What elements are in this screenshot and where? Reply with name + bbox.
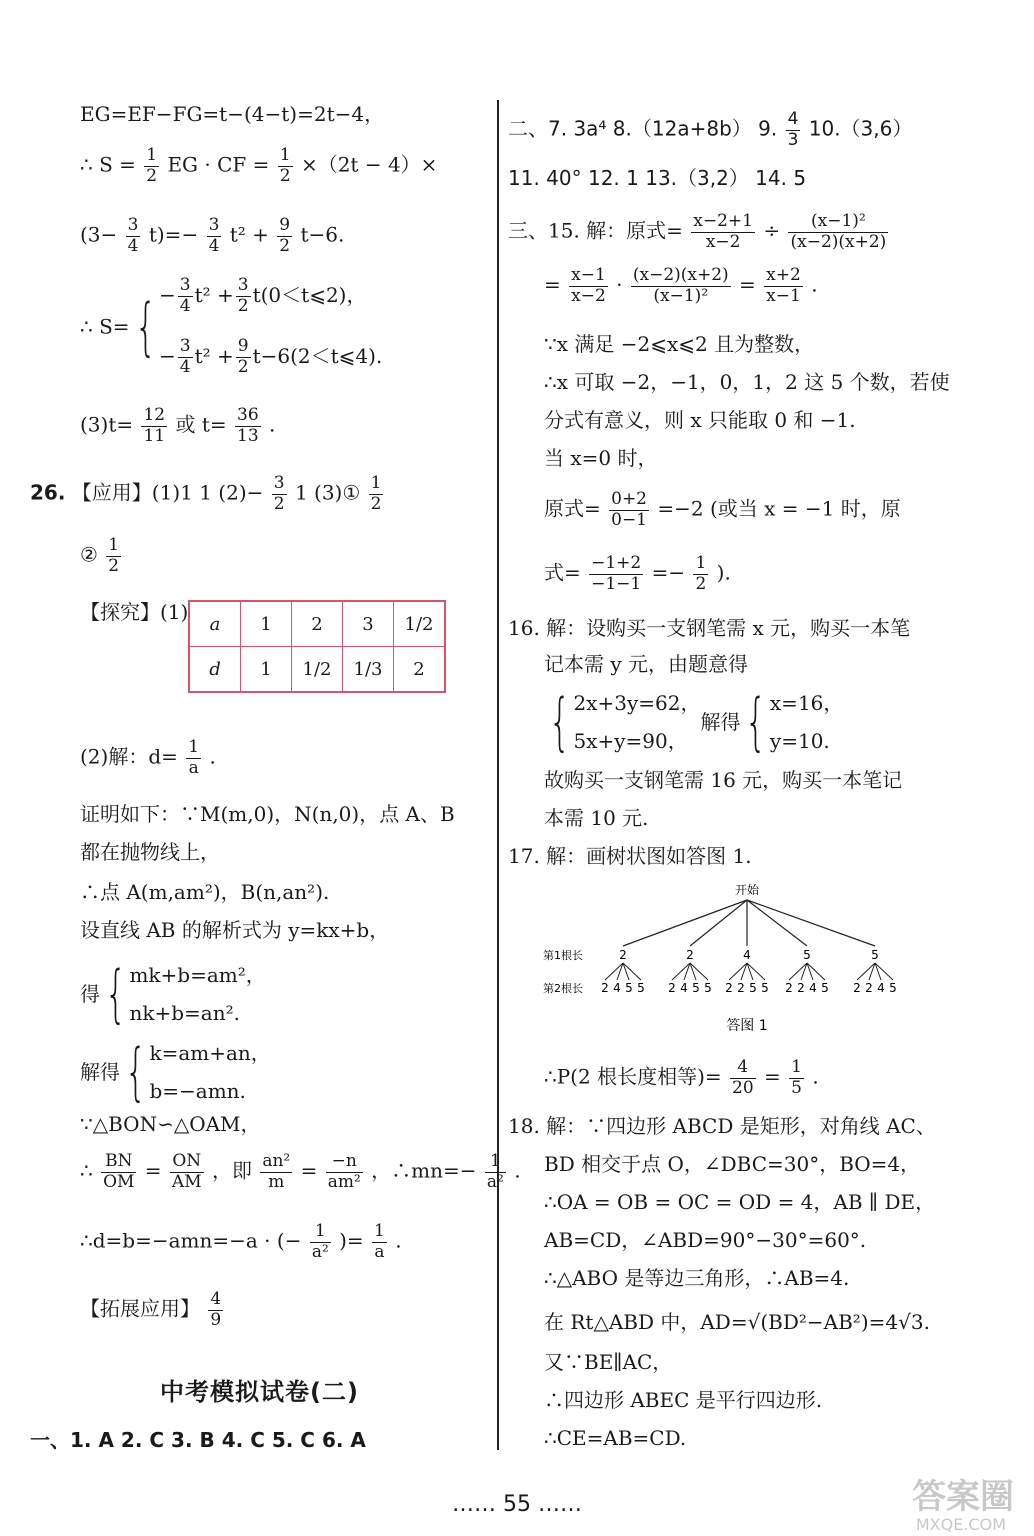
q18-line: AB=CD，∠ABD=90°−30°=60°. bbox=[544, 1228, 867, 1252]
ratio-line: ∴ $\frac{BN}{OM}$ = $\frac{ON}{AM}$ ，即 $\frac{\text{an²}}{m}$ = $\frac{-n}{\text{am²}}$ ，∴mn=− $\frac{1}{\text{a²}}$ . bbox=[80, 1151, 521, 1192]
table-row: a 1 2 3 1/2 bbox=[189, 601, 445, 647]
tree-leaf: 5 bbox=[704, 981, 712, 995]
page-number: …… 55 …… bbox=[452, 1492, 582, 1517]
tree-caption: 答图 1 bbox=[726, 1018, 768, 1034]
fill-blank-line-2: 11. 40° 12. 1 13.（3,2） 14. 5 bbox=[508, 166, 807, 190]
tree-branch bbox=[747, 900, 807, 946]
tree-leaf: 4 bbox=[877, 981, 885, 995]
t-answer: (3)t= $\frac{12}{11}$ 或 t= $\frac{36}{13}$ . bbox=[80, 405, 276, 446]
tree-leaf: 2 bbox=[865, 981, 873, 995]
explore-label: 【探究】(1) bbox=[80, 600, 189, 624]
brace-icon: { bbox=[104, 957, 127, 1030]
q15-eval-2: 式= $\frac{-1+2}{-1-1}$ =− $\frac{1}{2}$ ). bbox=[544, 553, 731, 594]
similar-triangles: ∵△BON∽△OAM， bbox=[80, 1112, 261, 1136]
piecewise-s: ∴ S={ − $\frac{3}{4}$ t² + $\frac{3}{2}$ t(0＜t⩽2)， − $\frac{3}{4}$ t² + $\frac{9}{2}$ t−6(2＜t⩽4). bbox=[80, 275, 383, 377]
q18-line: ∴CE=AB=CD. bbox=[544, 1426, 687, 1450]
multiple-choice-answers: 一、1. A 2. C 3. B 4. C 5. C 6. A bbox=[30, 1428, 366, 1452]
fraction: $\frac{1}{2}$ bbox=[146, 145, 158, 186]
tree-node: 2 bbox=[686, 948, 694, 962]
tree-leaf: 2 bbox=[668, 981, 676, 995]
fill-blank-line-1: 二、7. 3a⁴ 8.（12a+8b） 9. $\frac{4}{3}$ 10.（3,6） bbox=[508, 109, 913, 150]
column-divider bbox=[497, 100, 499, 1450]
q15-line-2: = $\frac{x-1}{x-2}$ · $\frac{(x-2)(x+2)}{\text{(x−1)²}}$ = $\frac{x+2}{x-1}$ . bbox=[544, 265, 818, 306]
tree-leaf: 4 bbox=[680, 981, 688, 995]
table-row: d 1 1/2 1/3 2 bbox=[189, 647, 445, 693]
brace-icon: { bbox=[548, 685, 571, 758]
tree-node: 2 bbox=[619, 948, 627, 962]
tree-leaf: 2 bbox=[725, 981, 733, 995]
brace-icon: { bbox=[124, 1035, 147, 1108]
tree-leaf: 5 bbox=[821, 981, 829, 995]
tree-node: 4 bbox=[743, 948, 751, 962]
s-formula-line: ∴ S = $\frac{1}{2}$ EG · CF = $\frac{1}{2}$ ×（2t − 4）× bbox=[80, 145, 438, 186]
eg-line: EG=EF−FG=t−(4−t)=2t−4， bbox=[80, 102, 385, 126]
tree-row1-label: 第1根长 bbox=[543, 949, 583, 962]
q16-line: 本需 10 元. bbox=[544, 806, 649, 830]
tree-leaf: 5 bbox=[761, 981, 769, 995]
text-line: 当 x=0 时， bbox=[544, 446, 658, 470]
text-line: 分式有意义，则 x 只能取 0 和 −1. bbox=[544, 408, 856, 432]
q18-line: ∴△ABO 是等边三角形，∴AB=4. bbox=[544, 1266, 850, 1290]
section-heading: 中考模拟试卷(二) bbox=[160, 1378, 359, 1406]
tree-leaf: 4 bbox=[809, 981, 817, 995]
brace-icon: { bbox=[745, 685, 768, 758]
d-result: ∴d=b=−amn=−a · (− $\frac{1}{\text{a²}}$ )= $\frac{1}{a}$ . bbox=[80, 1221, 402, 1262]
tree-lines bbox=[605, 900, 893, 980]
q18-line: 18. 解：∵四边形 ABCD 是矩形，对角线 AC、 bbox=[508, 1114, 936, 1138]
tree-node: 5 bbox=[803, 948, 811, 962]
tree-branch bbox=[747, 900, 875, 946]
tree-second-level bbox=[601, 981, 897, 995]
q18-line: 在 Rt△ABD 中，AD=√(BD²−AB²)=4√3. bbox=[544, 1310, 930, 1334]
tree-diagram bbox=[535, 880, 915, 1040]
fraction: $\frac{1}{2}$ bbox=[279, 145, 291, 186]
d-formula: (2)解：d= $\frac{1}{a}$ . bbox=[80, 737, 216, 778]
tree-leaf: 2 bbox=[601, 981, 609, 995]
q26-part2: ② $\frac{1}{2}$ bbox=[80, 535, 120, 576]
tree-node: 5 bbox=[871, 948, 879, 962]
tree-leaf: 4 bbox=[613, 981, 621, 995]
tree-root: 开始 bbox=[734, 883, 760, 897]
probability-line: ∴P(2 根长度相等)= $\frac{4}{20}$ = $\frac{1}{5}$ . bbox=[544, 1057, 819, 1098]
q26-line: 26. 【应用】(1)1 1 (2)− $\frac{3}{2}$ 1 (3)① $\frac{1}{2}$ bbox=[30, 473, 382, 514]
q17-line: 17. 解：画树状图如答图 1. bbox=[508, 844, 752, 868]
watermark-url: MXQE.COM bbox=[915, 1515, 1006, 1534]
tree-leaf: 5 bbox=[692, 981, 700, 995]
equation-system-2: 解得{ k=am+an， b=−amn. bbox=[80, 1035, 271, 1108]
tree-first-level bbox=[619, 948, 879, 962]
q18-line: 又∵BE∥AC， bbox=[544, 1350, 673, 1374]
tree-leaf: 5 bbox=[637, 981, 645, 995]
tree-leaf: 5 bbox=[625, 981, 633, 995]
proof-line: 设直线 AB 的解析式为 y=kx+b， bbox=[80, 918, 390, 942]
a-d-table bbox=[188, 600, 446, 693]
proof-line: 证明如下：∵M(m,0)，N(n,0)，点 A、B bbox=[80, 802, 455, 826]
tree-branch bbox=[623, 900, 747, 946]
tree-leaf: 2 bbox=[785, 981, 793, 995]
q16-line: 故购买一支钢笔需 16 元，购买一本笔记 bbox=[544, 768, 903, 792]
proof-line: 都在抛物线上， bbox=[80, 840, 220, 864]
q16-system: { 2x+3y=62， 5x+y=90， 解得{ x=16， y=10. bbox=[548, 685, 844, 758]
q16-line: 记本需 y 元，由题意得 bbox=[544, 652, 749, 676]
q18-line: ∴四边形 ABEC 是平行四边形. bbox=[544, 1388, 823, 1412]
tree-leaf: 2 bbox=[853, 981, 861, 995]
tree-row2-label: 第2根长 bbox=[543, 982, 583, 995]
equation-system-1: 得{ mk+b=am²， nk+b=an². bbox=[80, 957, 266, 1030]
tree-leaf: 5 bbox=[749, 981, 757, 995]
text-line: ∵x 满足 −2⩽x⩽2 且为整数， bbox=[544, 332, 815, 356]
tree-branch bbox=[690, 900, 747, 946]
extension-answer: 【拓展应用】 $\frac{4}{9}$ bbox=[80, 1289, 222, 1330]
q18-line: BD 相交于点 O，∠DBC=30°，BO=4， bbox=[544, 1152, 921, 1176]
watermark-logo: 答案圈 bbox=[912, 1477, 1014, 1517]
s-expand-line: (3− $\frac{3}{4}$ t)=− $\frac{3}{4}$ t² + $\frac{9}{2}$ t−6. bbox=[80, 215, 345, 256]
tree-leaf: 5 bbox=[889, 981, 897, 995]
tree-leaf: 2 bbox=[797, 981, 805, 995]
q16-line: 16. 解：设购买一支钢笔需 x 元，购买一本笔 bbox=[508, 616, 911, 640]
proof-line: ∴点 A(m,am²)，B(n,an²). bbox=[80, 880, 330, 904]
tree-leaf: 2 bbox=[737, 981, 745, 995]
brace-icon: { bbox=[134, 289, 157, 363]
q15-eval-1: 原式= $\frac{0+2}{0-1}$ =−2 (或当 x = −1 时，原 bbox=[544, 489, 901, 530]
text-line: ∴x 可取 −2，−1，0，1，2 这 5 个数，若使 bbox=[544, 370, 950, 394]
q15-line-1: 三、15. 解：原式= $\frac{x-2+1}{x-2}$ ÷ $\frac{\text{(x−1)²}}{(x-2)(x+2)}$ bbox=[508, 211, 887, 252]
q18-line: ∴OA = OB = OC = OD = 4，AB ∥ DE， bbox=[544, 1190, 936, 1214]
